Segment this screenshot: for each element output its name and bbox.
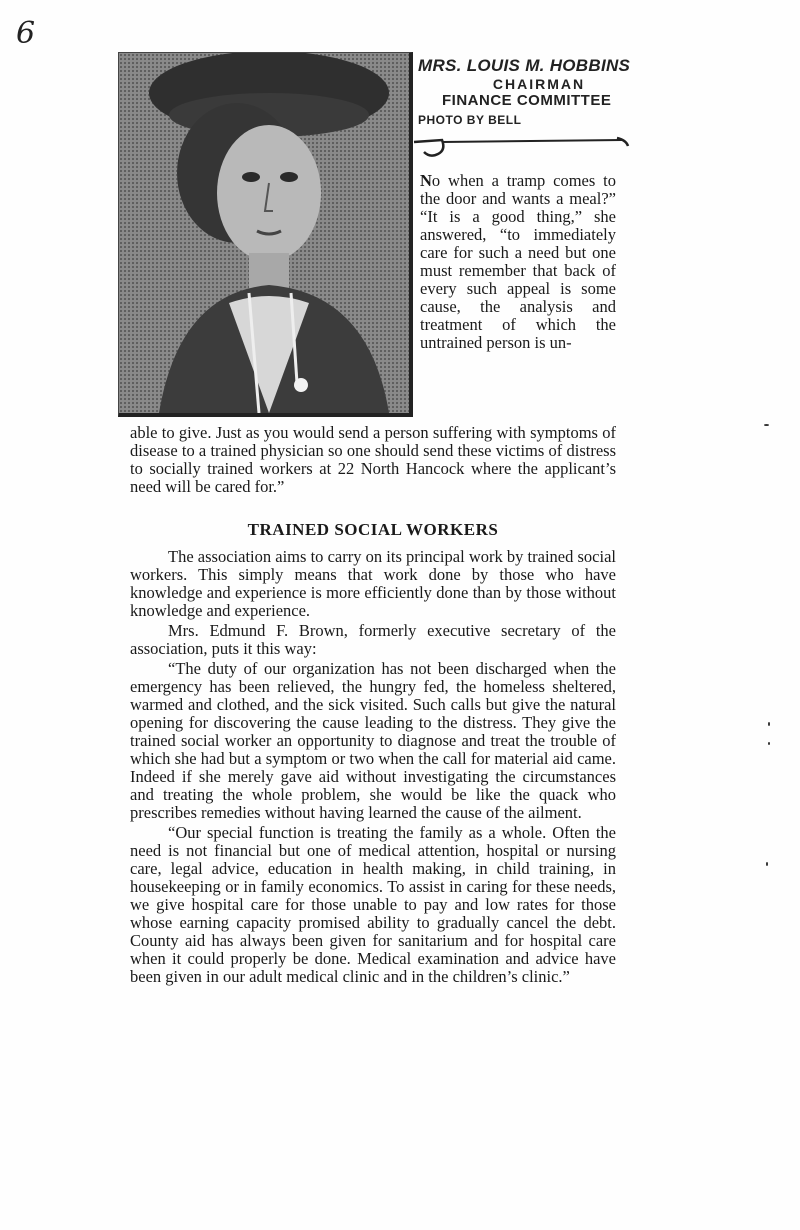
article-body [130, 520, 616, 988]
scan-speck [768, 722, 770, 726]
paragraph: “Our special function is treating the family as a whole. Often the need is not financial but one of medical attention, hospital or nursing care, legal advice, education in health making, in child training, in housekeeping or in family economics. To assist in caring for these needs, we give hospital care for those unable to pay and low rates for those whose earning capacity promised ability to gradually cancel the debt. County aid has always been given for sanitarium and for hospital care when it could properly be done. Medical examination and advice have been given in our adult medical clinic and in the children’s clinic.” [130, 823, 616, 986]
scan-speck [766, 862, 768, 866]
photo-caption [418, 56, 640, 127]
caption-title: CHAIRMAN [492, 76, 586, 92]
scan-speck [764, 424, 769, 426]
section-heading: TRAINED SOCIAL WORKERS [247, 520, 499, 539]
portrait-photo [118, 52, 413, 417]
scan-speck [768, 742, 770, 745]
intro-right-text: o when a tramp comes to the door and wants a meal?” “It is a good thing,” she answered, “to immediately care for such a need but one must remember that back of every such appeal is some cause, the analysis and treatment of which the untrained person is un- [420, 171, 616, 352]
portrait-image [119, 53, 409, 413]
page-number: 6 [16, 16, 36, 51]
intro-right-column [420, 172, 616, 352]
intro-dropcap: N [420, 171, 432, 190]
caption-name: MRS. LOUIS M. HOBBINS [418, 56, 631, 75]
paragraph: “The duty of our organization has not been discharged when the emergency has been relieved, the hungry fed, the homeless sheltered, warmed and clothed, and the sick visited. Such calls but give the natural opening for discovering the cause leading to the distress. They give the trained social worker an opportunity to diagnose and treat the trouble of which she had but a symptom or two when the call for material aid came. Indeed if she merely gave aid without investigating the circumstances and treating the whole problem, she would be like the quack who prescribes remedies without having learned the cause of the ailment. [130, 659, 616, 822]
caption-credit: PHOTO BY BELL [418, 113, 522, 127]
paragraph: The association aims to carry on its principal work by trained social workers. This simply means that work done by those who have knowledge and experience is more efficiently done than by those without knowledge and experience. [130, 547, 616, 620]
caption-flourish-ornament [412, 136, 642, 160]
caption-rule [411, 56, 413, 148]
paragraph: Mrs. Edmund F. Brown, formerly executive secretary of the association, puts it this way: [130, 621, 616, 658]
caption-committee: FINANCE COMMITTEE [442, 92, 612, 109]
intro-continuation: able to give. Just as you would send a person suffering with symptoms of disease to a trained physician so one should send these victims of distress to socially trained workers at 22 North Hancock where the applicant’s need will be cared for.” [130, 423, 616, 496]
